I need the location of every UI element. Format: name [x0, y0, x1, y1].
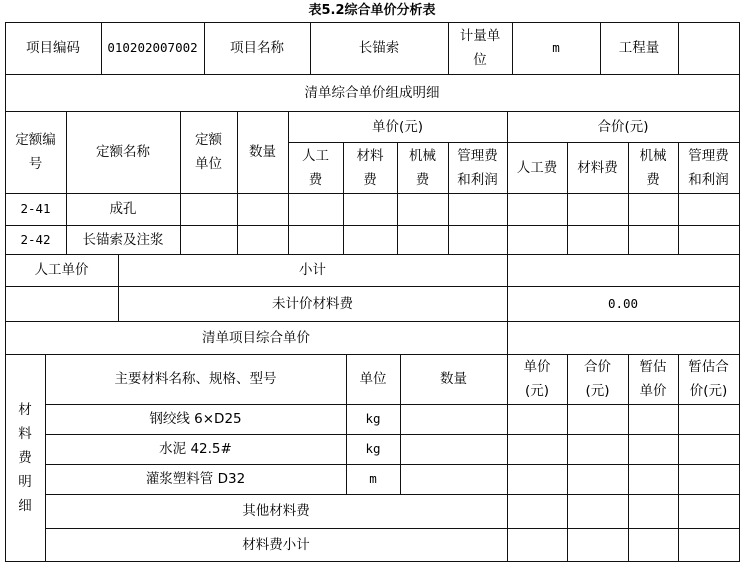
grid-line	[400, 354, 401, 495]
grid-line	[45, 528, 740, 529]
grid-line	[204, 22, 205, 75]
labor-unit-price-label: 人工单价	[34, 262, 89, 278]
material-item-unit: kg	[365, 411, 381, 426]
row-code: 2-41	[20, 201, 51, 216]
grid-line	[507, 254, 508, 287]
grid-line	[101, 22, 102, 75]
grid-line	[5, 22, 740, 23]
grid-line	[343, 142, 344, 255]
grid-line	[678, 22, 679, 75]
col-labor2: 人工费	[516, 159, 558, 176]
grid-line	[512, 22, 513, 75]
material-col-name: 主要材料名称、规格、型号	[114, 371, 277, 387]
row-name: 成孔	[109, 201, 137, 217]
material-col-est-total: 暂估合 价(元)	[688, 359, 729, 399]
grid-line	[288, 111, 289, 255]
grid-line	[5, 254, 740, 255]
material-item-unit: kg	[365, 441, 381, 456]
material-col-unit-price: 单价 (元)	[523, 359, 551, 399]
grid-line	[600, 22, 601, 75]
col-machine2: 机械 费	[639, 147, 667, 188]
col-quota-unit: 定额 单位	[195, 132, 222, 172]
detail-title: 清单综合单价组成明细	[304, 84, 440, 101]
grid-line	[45, 434, 740, 435]
grid-line	[5, 193, 740, 194]
grid-line	[66, 111, 67, 255]
code-value: 010202007002	[107, 40, 198, 55]
unit-label: 计量单 位	[459, 28, 501, 68]
grid-line	[5, 225, 740, 226]
grid-line	[628, 354, 629, 562]
grid-line	[45, 464, 740, 465]
row-code: 2-42	[20, 231, 51, 247]
grid-line	[237, 111, 238, 255]
grid-line	[5, 561, 740, 562]
grid-line	[678, 354, 679, 562]
grid-line	[5, 286, 740, 287]
name-label: 项目名称	[230, 40, 284, 56]
material-col-est-unit: 暂估 单价	[639, 359, 667, 399]
qty-value	[678, 22, 739, 74]
grid-line	[5, 22, 6, 562]
col-material: 材料 费	[356, 147, 384, 188]
col-machine: 机械 费	[409, 147, 436, 188]
row-name: 长锚索及注浆	[82, 231, 164, 248]
grid-line	[448, 142, 449, 255]
material-subtotal-label: 材料费小计	[242, 536, 310, 553]
subtotal-label: 小计	[299, 262, 326, 278]
grid-line	[45, 354, 46, 562]
table-title: 表5.2综合单价分析表	[308, 3, 436, 18]
composite-unit-price-label: 清单项目综合单价	[202, 329, 310, 346]
grid-line	[567, 142, 568, 255]
grid-line	[45, 494, 740, 495]
grid-line	[628, 142, 629, 255]
grid-line	[567, 354, 568, 562]
col-material2: 材料费	[577, 159, 618, 176]
grid-line	[448, 22, 449, 75]
grid-line	[118, 254, 119, 322]
col-total-price: 合价(元)	[597, 118, 649, 135]
col-mgmt2: 管理费 和利润	[688, 147, 729, 188]
grid-line	[45, 404, 740, 405]
col-quantity: 数量	[249, 144, 276, 160]
col-quota-name: 定额名称	[96, 144, 150, 160]
col-mgmt: 管理费 和利润	[457, 147, 498, 188]
grid-line	[288, 142, 740, 143]
unpriced-material-value: 0.00	[607, 295, 639, 311]
other-material-label: 其他材料费	[242, 503, 310, 519]
qty-label: 工程量	[618, 40, 660, 56]
grid-line	[507, 286, 508, 322]
grid-line	[5, 321, 740, 322]
material-item-name: 水泥 42.5#	[159, 441, 232, 457]
material-item-name: 灌浆塑料管 D32	[145, 471, 246, 487]
grid-line	[180, 111, 181, 255]
name-value: 长锚索	[358, 40, 400, 56]
grid-line	[397, 142, 398, 255]
grid-line	[507, 111, 508, 255]
grid-line	[507, 321, 508, 355]
grid-line	[5, 354, 740, 355]
unpriced-material-label: 未计价材料费	[272, 295, 353, 312]
grid-line	[346, 354, 347, 495]
material-item-name: 钢绞线 6×D25	[149, 411, 242, 427]
material-col-total: 合价 (元)	[584, 359, 611, 399]
col-quota-code: 定额编 号	[15, 132, 56, 172]
col-unit-price: 单价(元)	[371, 118, 424, 135]
material-side-label: 材 料 费 明 细	[18, 401, 32, 514]
grid-line	[507, 354, 508, 562]
grid-line	[739, 22, 740, 562]
material-item-unit: m	[369, 471, 377, 486]
material-col-unit: 单位	[359, 371, 387, 387]
col-labor: 人工 费	[302, 147, 329, 188]
grid-line	[5, 74, 740, 75]
grid-line	[5, 111, 740, 112]
unit-value: m	[552, 40, 560, 55]
grid-line	[678, 142, 679, 255]
code-label: 项目编码	[26, 40, 80, 56]
material-col-qty: 数量	[440, 371, 467, 387]
grid-line	[310, 22, 311, 75]
